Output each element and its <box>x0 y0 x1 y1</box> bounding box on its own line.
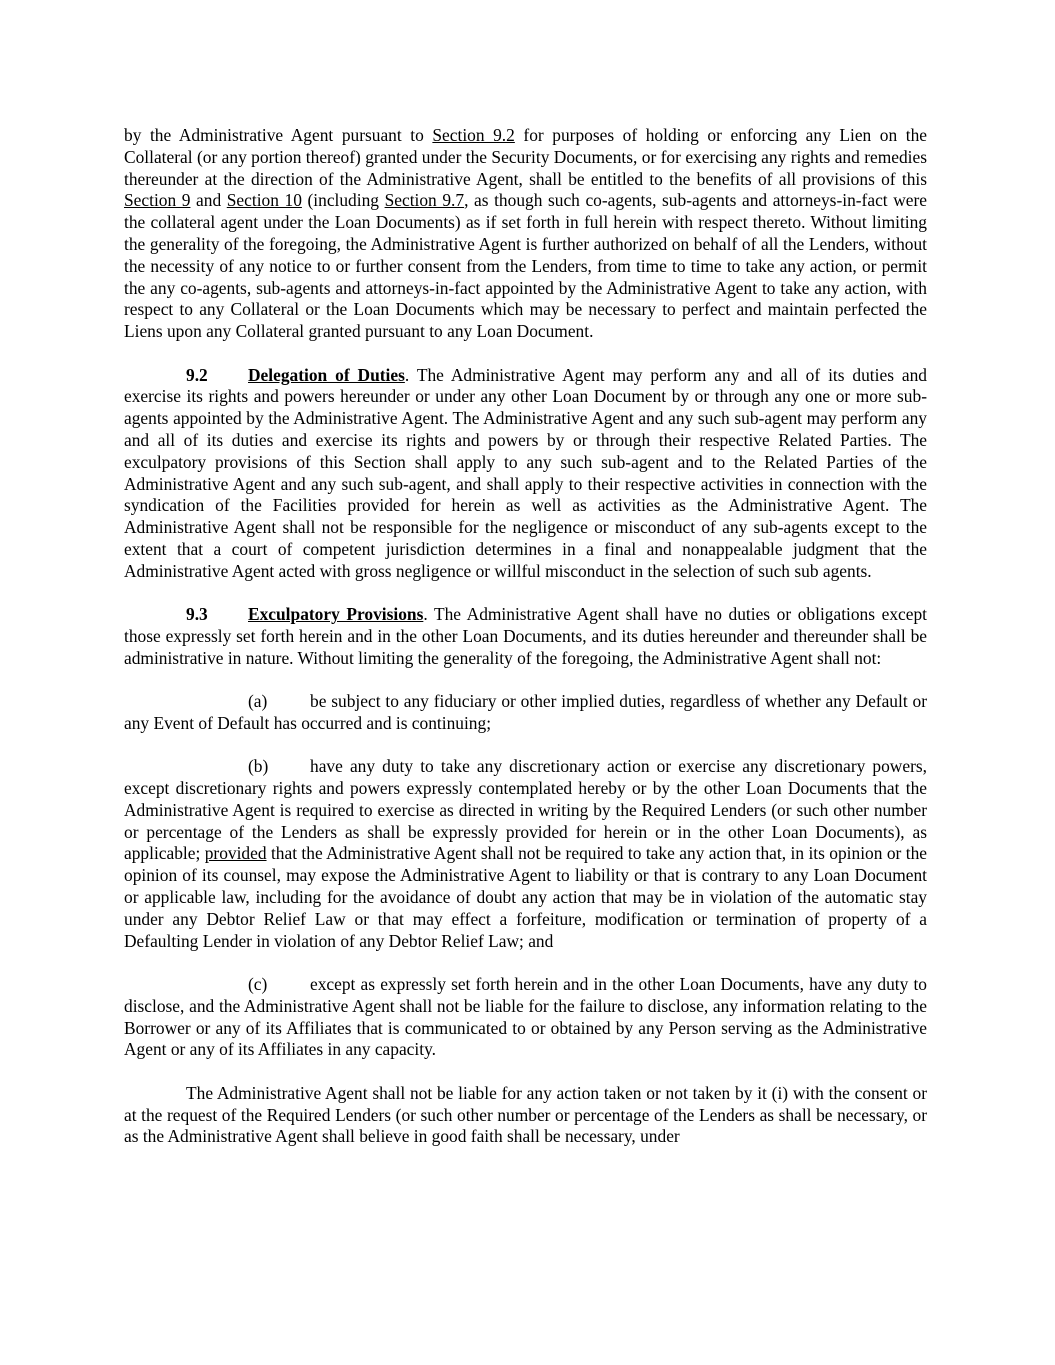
clause-text: except as expressly set forth herein and in the other Loan Documents, have any duty to disclose, and the Administrative Agent shall not be liable for the failure to disclose, any information relating to the Borrower or any of its Affiliates that is communicated to or obtained by any Person serving as the Administrative Agent or any of its Affiliates in any capacity. <box>124 974 927 1060</box>
section-9-2 <box>124 365 927 583</box>
text-run: and <box>190 190 227 211</box>
text-run: (including <box>301 190 385 211</box>
clause-b <box>124 756 927 952</box>
section-ref: Section 9 <box>124 190 191 211</box>
paragraph-continuation <box>124 125 927 343</box>
section-heading: Delegation of Duties <box>248 364 405 385</box>
document-page <box>124 125 927 1170</box>
section-ref: Section 9.2 <box>432 125 515 145</box>
clause-label: (c) <box>248 974 268 995</box>
text-run: for purposes of holding or enforcing any Lien on the Collateral (or any portion thereof) granted under the Security Documents, or for exercising any rights and remedies thereunder at the direction of the Administrative Agent, shall be entitled to the benefits of all provisions of this <box>124 125 928 189</box>
section-ref: Section 10 <box>226 190 302 211</box>
clause-a <box>124 691 927 735</box>
section-body: . The Administrative Agent may perform any and all of its duties and exercise its rights and powers hereunder or under any other Loan Document by or through any one or more sub-agents appointed by the Administrative Agent. The Administrative Agent and any such sub-agent may perform any and all of its duties and exercise its rights and powers by or through their respective Related Parties. The exculpatory provisions of this Section shall apply to any such sub-agent and to the Related Parties of the Administrative Agent and any such sub-agent, and shall apply to their respective activities in connection with the syndication of the Facilities provided for herein as well as activities as the Administrative Agent. The Administrative Agent shall not be responsible for the negligence or misconduct of any sub-agents except to the extent that a court of competent jurisdiction determines in a final and nonappealable judgment that the Administrative Agent acted with gross negligence or willful misconduct in the selection of such sub agents. <box>124 364 927 581</box>
clause-label: (b) <box>248 756 269 777</box>
text-run: by the Administrative Agent pursuant to <box>124 125 433 145</box>
clause-c <box>124 974 927 1061</box>
paragraph-text: The Administrative Agent shall not be liable for any action taken or not taken by it (i) with the consent or at the request of the Required Lenders (or such other number or percentage of the Lenders as shall be necessary, or as the Administrative Agent shall believe in good faith shall be necessary, under <box>124 1082 927 1147</box>
section-body: . The Administrative Agent shall have no duties or obligations except those expressly set forth herein and in the other Loan Documents, and its duties hereunder and thereunder shall be administrative in nature. Without limiting the generality of the foregoing, the Administrative Agent shall not: <box>124 604 927 668</box>
paragraph-liability <box>124 1083 927 1148</box>
clause-label: (a) <box>248 691 268 712</box>
section-9-3 <box>124 604 927 669</box>
section-number: 9.2 <box>186 364 208 385</box>
clause-text: have any duty to take any discretionary action or exercise any discretionary powers, except discretionary rights and powers expressly contemplated hereby or by the other Loan Documents that the Administrative Agent is required to exercise as directed in writing by the Required Lenders (or such other number or percentage of the Lenders as shall be expressly provided for herein or in the other Loan Documents), as applicable; <box>124 756 927 864</box>
text-run: , as though such co-agents, sub-agents and attorneys-in-fact were the collateral agent under the Loan Documents) as if set forth in full herein with respect thereto. Without limiting the generality of the foregoing, the Administrative Agent is further authorized on behalf of all the Lenders, without the necessity of any notice to or further consent from the Lenders, from time to time to take any action, or permit the any co-agents, sub-agents and attorneys-in-fact appointed by the Administrative Agent to take any action, with respect to any Collateral or the Loan Documents which may be necessary to perfect and maintain perfected the Liens upon any Collateral granted pursuant to any Loan Document. <box>124 190 927 342</box>
clause-text: that the Administrative Agent shall not be required to take any action that, in its opinion or the opinion of its counsel, may expose the Administrative Agent to liability or that is contrary to any Loan Document or applicable law, including for the avoidance of doubt any action that may be in violation of the automatic stay under any Debtor Relief Law or that may effect a forfeiture, modification or termination of property of a Defaulting Lender in violation of any Debtor Relief Law; and <box>124 843 927 951</box>
clause-text: be subject to any fiduciary or other implied duties, regardless of whether any Default or any Event of Default has occurred and is continuing; <box>124 691 927 733</box>
provided-term: provided <box>204 843 267 864</box>
section-ref: Section 9.7 <box>384 190 465 211</box>
section-number: 9.3 <box>186 604 208 625</box>
section-heading: Exculpatory Provisions <box>248 604 424 625</box>
